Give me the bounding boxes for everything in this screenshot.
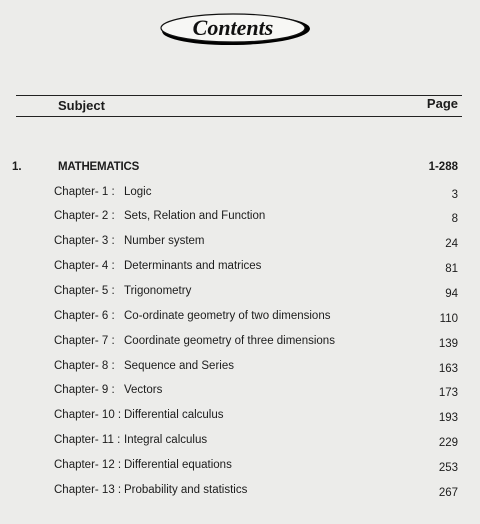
section-number: 1. [12, 161, 22, 173]
section-title: MATHEMATICS [58, 161, 140, 173]
section-page-range: 1-288 [428, 161, 458, 173]
chapter-page: 110 [439, 313, 458, 325]
header-bottom-rule [16, 116, 462, 117]
chapter-label: Chapter- 2 : [54, 210, 115, 222]
chapter-label: Chapter- 13 : [54, 484, 122, 496]
chapter-page: 24 [445, 238, 458, 250]
chapter-row [0, 434, 480, 454]
chapter-label: Chapter- 8 : [54, 360, 115, 372]
chapter-label: Chapter- 1 : [54, 186, 115, 198]
chapter-label: Chapter- 7 : [54, 335, 115, 347]
chapter-row [0, 335, 480, 355]
chapter-row [0, 459, 480, 479]
chapter-name: Differential equations [124, 459, 232, 471]
chapter-row [0, 310, 480, 330]
chapter-name: Logic [124, 186, 152, 198]
chapter-row [0, 260, 480, 280]
chapter-row [0, 285, 480, 305]
chapter-label: Chapter- 9 : [54, 384, 115, 396]
chapter-page: 81 [445, 263, 458, 275]
chapter-page: 3 [451, 189, 458, 201]
chapter-name: Integral calculus [124, 434, 208, 446]
page-title: Contents [192, 15, 274, 40]
chapter-label: Chapter- 11 : [54, 434, 121, 446]
chapter-row [0, 210, 480, 230]
title-banner [158, 10, 318, 48]
chapter-row [0, 409, 480, 429]
chapter-label: Chapter- 10 : [54, 409, 122, 421]
subject-header: Subject [58, 98, 105, 113]
chapter-name: Vectors [124, 384, 163, 396]
chapter-page: 173 [438, 387, 458, 399]
chapter-page: 229 [438, 437, 458, 449]
chapter-page: 8 [451, 213, 458, 225]
chapter-row [0, 186, 480, 206]
chapter-row [0, 360, 480, 380]
chapter-label: Chapter- 3 : [54, 235, 115, 247]
chapter-name: Sequence and Series [124, 360, 234, 372]
chapter-page: 139 [438, 338, 458, 350]
chapter-name: Differential calculus [124, 409, 224, 421]
chapter-name: Co-ordinate geometry of two dimensions [124, 310, 331, 322]
chapter-name: Coordinate geometry of three dimensions [124, 335, 335, 347]
chapter-name: Sets, Relation and Function [124, 210, 266, 222]
header-top-rule [16, 95, 462, 96]
chapter-name: Number system [124, 235, 205, 247]
chapter-page: 267 [438, 487, 458, 499]
chapter-label: Chapter- 6 : [54, 310, 115, 322]
chapter-name: Trigonometry [124, 285, 192, 297]
chapter-name: Determinants and matrices [124, 260, 262, 272]
page-header: Page [426, 96, 458, 111]
chapter-page: 163 [438, 363, 458, 375]
chapter-label: Chapter- 12 : [54, 459, 122, 471]
chapter-row [0, 484, 480, 504]
chapter-label: Chapter- 4 : [54, 260, 115, 272]
chapter-label: Chapter- 5 : [54, 285, 115, 297]
chapter-row [0, 235, 480, 255]
chapter-page: 94 [445, 288, 458, 300]
chapter-page: 253 [438, 462, 458, 474]
chapter-page: 193 [438, 412, 458, 424]
chapter-name: Probability and statistics [124, 484, 248, 496]
chapter-row [0, 384, 480, 404]
